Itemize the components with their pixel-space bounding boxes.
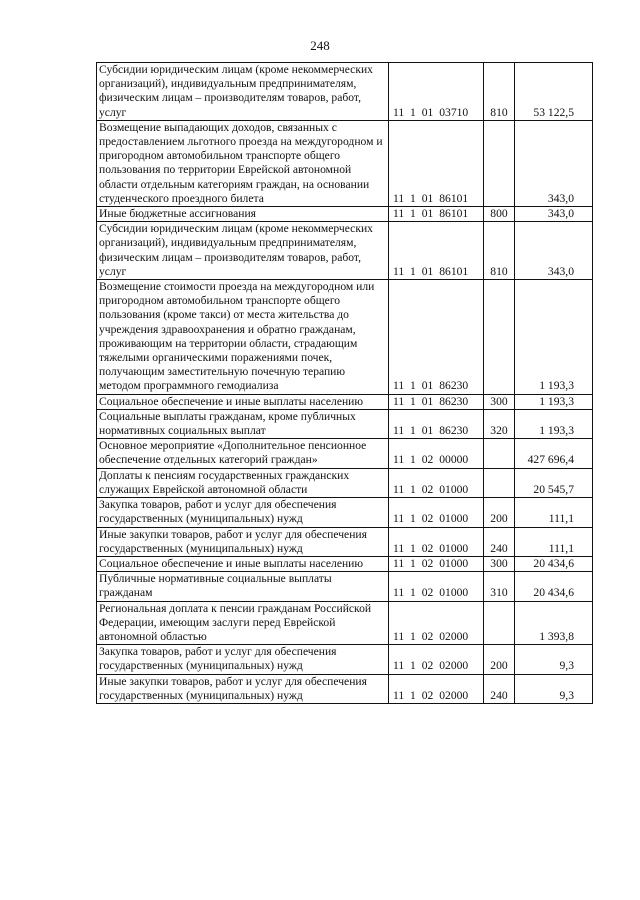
table-row <box>97 556 593 571</box>
row-amount-cell: 20 545,7 <box>515 468 593 497</box>
row-code-cell: 11 1 02 02000 <box>389 645 484 674</box>
row-expense-type-cell: 810 <box>484 63 515 121</box>
row-name-cell: Социальное обеспечение и иные выплаты населению <box>97 556 389 571</box>
budget-table <box>96 62 593 704</box>
row-code-cell: 11 1 01 86230 <box>389 394 484 409</box>
row-amount-cell: 427 696,4 <box>515 439 593 468</box>
row-amount-cell: 53 122,5 <box>515 63 593 121</box>
row-expense-type-cell <box>484 468 515 497</box>
row-amount-cell: 20 434,6 <box>515 572 593 601</box>
table-row <box>97 498 593 527</box>
row-expense-type-cell: 240 <box>484 527 515 556</box>
row-code-cell: 11 1 02 00000 <box>389 439 484 468</box>
row-name-cell: Закупка товаров, работ и услуг для обеспечения государственных (муниципальных) нужд <box>97 498 389 527</box>
row-code-cell: 11 1 02 02000 <box>389 674 484 703</box>
table-row <box>97 645 593 674</box>
row-expense-type-cell: 810 <box>484 222 515 280</box>
row-expense-type-cell: 200 <box>484 645 515 674</box>
table-row <box>97 439 593 468</box>
table-row <box>97 394 593 409</box>
row-code-cell: 11 1 02 01000 <box>389 556 484 571</box>
row-amount-cell: 1 193,3 <box>515 409 593 438</box>
table-row <box>97 222 593 280</box>
row-expense-type-cell <box>484 280 515 395</box>
row-expense-type-cell: 800 <box>484 207 515 222</box>
row-expense-type-cell <box>484 601 515 645</box>
table-row <box>97 674 593 703</box>
row-expense-type-cell: 240 <box>484 674 515 703</box>
row-name-cell: Закупка товаров, работ и услуг для обеспечения государственных (муниципальных) нужд <box>97 645 389 674</box>
row-name-cell: Субсидии юридическим лицам (кроме некоммерческих организаций), индивидуальным предпринимателям, физическим лицам – производителям товаров, работ, услуг <box>97 63 389 121</box>
row-name-cell: Социальные выплаты гражданам, кроме публичных нормативных социальных выплат <box>97 409 389 438</box>
row-expense-type-cell: 310 <box>484 572 515 601</box>
row-code-cell: 11 1 01 86230 <box>389 409 484 438</box>
row-name-cell: Основное мероприятие «Дополнительное пенсионное обеспечение отдельных категорий граждан» <box>97 439 389 468</box>
row-expense-type-cell: 300 <box>484 394 515 409</box>
row-amount-cell: 9,3 <box>515 645 593 674</box>
row-expense-type-cell <box>484 120 515 206</box>
table-row <box>97 468 593 497</box>
row-expense-type-cell <box>484 439 515 468</box>
row-name-cell: Иные закупки товаров, работ и услуг для обеспечения государственных (муниципальных) нужд <box>97 674 389 703</box>
row-amount-cell: 20 434,6 <box>515 556 593 571</box>
row-name-cell: Субсидии юридическим лицам (кроме некоммерческих организаций), индивидуальным предпринимателям, физическим лицам – производителям товаров, работ, услуг <box>97 222 389 280</box>
row-name-cell: Возмещение стоимости проезда на междугородном или пригородном автомобильном транспорте общего пользования (кроме такси) от места жительства до учреждения здравоохранения и обратно гражданам, проживающим на территории области, страдающим тяжелыми органическими поражениями почек, получающим заместительную почечную терапию методом программного гемодиализа <box>97 280 389 395</box>
row-expense-type-cell: 320 <box>484 409 515 438</box>
table-row <box>97 280 593 395</box>
budget-table-body <box>97 63 593 704</box>
row-code-cell: 11 1 02 01000 <box>389 572 484 601</box>
row-amount-cell: 343,0 <box>515 120 593 206</box>
row-name-cell: Доплаты к пенсиям государственных гражданских служащих Еврейской автономной области <box>97 468 389 497</box>
row-amount-cell: 111,1 <box>515 527 593 556</box>
row-code-cell: 11 1 01 86101 <box>389 207 484 222</box>
row-amount-cell: 343,0 <box>515 222 593 280</box>
row-amount-cell: 1 393,8 <box>515 601 593 645</box>
row-code-cell: 11 1 02 01000 <box>389 468 484 497</box>
row-expense-type-cell: 300 <box>484 556 515 571</box>
row-code-cell: 11 1 01 86101 <box>389 222 484 280</box>
table-row <box>97 601 593 645</box>
table-row <box>97 409 593 438</box>
row-amount-cell: 1 193,3 <box>515 280 593 395</box>
row-code-cell: 11 1 01 86101 <box>389 120 484 206</box>
row-amount-cell: 9,3 <box>515 674 593 703</box>
row-amount-cell: 1 193,3 <box>515 394 593 409</box>
row-amount-cell: 111,1 <box>515 498 593 527</box>
row-name-cell: Возмещение выпадающих доходов, связанных с предоставлением льготного проезда на междугородном и пригородном автомобильном транспорте общего пользования по территории Еврейской автономной области отдельным категориям граждан, на основании студенческого проездного билета <box>97 120 389 206</box>
row-code-cell: 11 1 02 01000 <box>389 527 484 556</box>
table-row <box>97 120 593 206</box>
row-name-cell: Региональная доплата к пенсии гражданам Российской Федерации, имеющим заслуги перед Еврейской автономной областью <box>97 601 389 645</box>
row-code-cell: 11 1 01 86230 <box>389 280 484 395</box>
row-name-cell: Иные закупки товаров, работ и услуг для обеспечения государственных (муниципальных) нужд <box>97 527 389 556</box>
row-name-cell: Публичные нормативные социальные выплаты гражданам <box>97 572 389 601</box>
row-name-cell: Социальное обеспечение и иные выплаты населению <box>97 394 389 409</box>
row-expense-type-cell: 200 <box>484 498 515 527</box>
row-name-cell: Иные бюджетные ассигнования <box>97 207 389 222</box>
row-code-cell: 11 1 01 03710 <box>389 63 484 121</box>
table-row <box>97 207 593 222</box>
table-row <box>97 63 593 121</box>
row-code-cell: 11 1 02 02000 <box>389 601 484 645</box>
row-code-cell: 11 1 02 01000 <box>389 498 484 527</box>
table-row <box>97 527 593 556</box>
table-row <box>97 572 593 601</box>
row-amount-cell: 343,0 <box>515 207 593 222</box>
page-number: 248 <box>310 38 330 53</box>
